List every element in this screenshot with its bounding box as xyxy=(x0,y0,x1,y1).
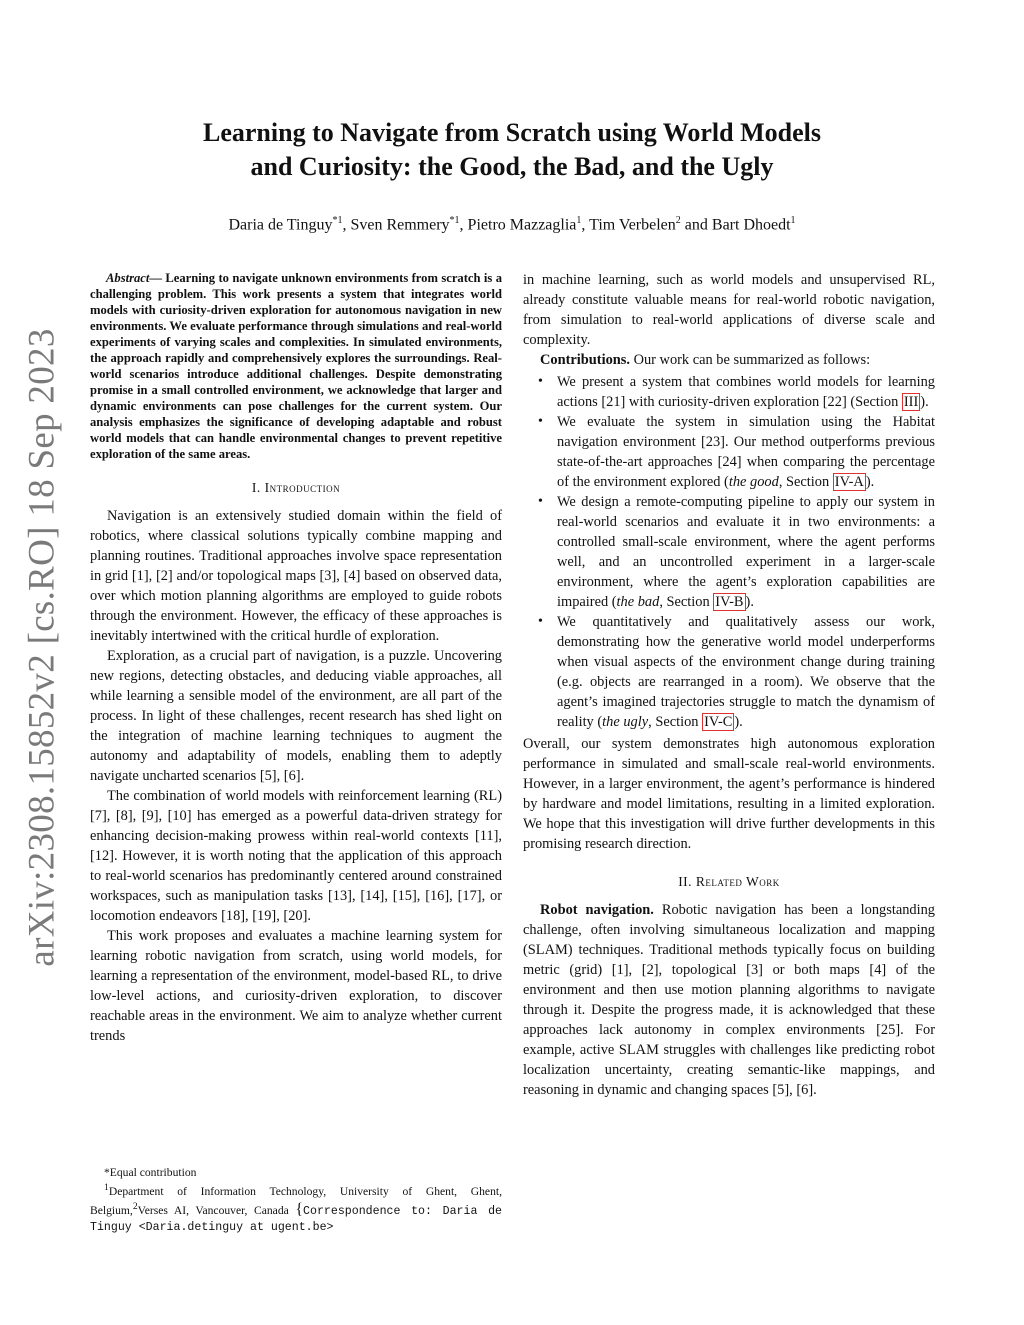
contribution-emphasis: the good xyxy=(728,474,779,490)
robot-navigation-label: Robot navigation. xyxy=(540,902,654,918)
intro-paragraph-4: This work proposes and evaluates a machine learning system for learning robotic navigation from scratch, using world models, for learning a representation of the environment, model-based RL, to drive low-level actions, and curiosity-driven exploration, to discover reachable areas in the environment. We aim to analyze whether current trends xyxy=(90,928,502,1044)
title-line-1: Learning to Navigate from Scratch using World Models xyxy=(203,118,821,147)
intro-paragraph-2: Exploration, as a crucial part of navigation, is a puzzle. Uncovering new regions, detecting obstacles, and deducing viable approaches, all while learning a sensible model of the environment, are all part of the process. In light of these challenges, recent research has shed light on the integration of machine learning techniques to augment the autonomy and adaptability of models, enabling them to adeptly navigate uncharted scenarios [5], [6]. xyxy=(90,648,502,784)
paper-title xyxy=(120,116,904,184)
author-affiliation-mark: *1 xyxy=(332,215,343,226)
author-name: Sven Remmery xyxy=(350,216,450,234)
intro-paragraph-3: The combination of world models with reinforcement learning (RL) [7], [8], [9], [10] has emerged as a powerful data-driven strategy for enhancing decision-making prowess within real-world contexts [11], [12]. However, it is worth noting that the application of this approach to real-world scenarios has predominantly centered around constrained workspaces, such as manipulation tasks [13], [14], [15], [16], [17], or locomotion endeavors [18], [19], [20]. xyxy=(90,788,502,924)
footnote-equal-contribution: *Equal contribution xyxy=(104,1166,197,1179)
author-affiliation-mark: 1 xyxy=(576,215,582,226)
section-heading-introduction: I. Introduction xyxy=(251,480,341,495)
abstract-label: Abstract xyxy=(106,271,150,285)
contribution-text-end: ). xyxy=(734,714,743,730)
section-link-iv-c[interactable]: IV-C xyxy=(704,714,733,730)
contribution-item-1 xyxy=(523,372,935,412)
section-link-iii[interactable]: III xyxy=(903,394,919,410)
author-affiliation-mark: 2 xyxy=(675,215,681,226)
robot-navigation-text: Robotic navigation has been a longstanding challenge, often involving simultaneous localization and mapping (SLAM) techniques. Traditional methods typically focus on building metric (grid) [1], [2], topological [3] or both maps [4] of the environment and then use motion planning algorithms to navigate through it. Despite the progress made, it is acknowledged that these approaches lack autonomy in complex environments [25]. For example, active SLAM struggles with challenges like predicting robot localization uncertainty, creating semantic-like mappings, and reasoning in dynamic and changing spaces [5], [6]. xyxy=(523,902,935,1098)
contribution-emphasis: the ugly xyxy=(602,714,649,730)
affiliation-mark: 1 xyxy=(104,1182,109,1193)
contribution-item-4 xyxy=(523,612,935,732)
title-line-2: and Curiosity: the Good, the Bad, and the Ugly xyxy=(250,152,774,181)
brace-glyph: { xyxy=(295,1200,304,1218)
intro-paragraph-continued: in machine learning, such as world models and unsupervised RL, already constitute valuable means for real-world robotic navigation, from simulation to real-world applications of diverse scale and complexity. xyxy=(523,272,935,348)
affiliation-mark: 2 xyxy=(132,1200,138,1212)
contributions-text: Our work can be summarized as follows: xyxy=(633,352,871,368)
overall-paragraph: Overall, our system demonstrates high autonomous exploration performance in simulated and small-scale real-world environments. However, in a larger environment, the agent’s performance is hindered by hardware and model limitations, resulting in a limited exploration. We hope that this investigation will drive further developments in this promising research direction. xyxy=(523,736,935,852)
contribution-item-2 xyxy=(523,412,935,492)
affiliation-text: Verses AI, Vancouver, Canada xyxy=(137,1203,296,1217)
contribution-text-mid: , Section xyxy=(659,594,714,610)
footnotes xyxy=(90,1165,502,1235)
contributions-list xyxy=(523,372,935,732)
author-affiliation-mark: 1 xyxy=(790,215,796,226)
contribution-text-end: ). xyxy=(745,594,754,610)
contribution-emphasis: the bad xyxy=(616,594,660,610)
arxiv-identifier[interactable]: arXiv:2308.15852v2 [cs.RO] 18 Sep 2023 xyxy=(21,328,63,967)
right-column xyxy=(523,270,935,1100)
affiliation-text: Department of Information Technology, University of Ghent, Ghent, Belgium, xyxy=(90,1184,502,1217)
contribution-text-mid: , Section xyxy=(648,714,703,730)
contributions-paragraph xyxy=(523,350,935,370)
footnote-affiliations xyxy=(90,1180,502,1235)
abstract: Abstract— Learning to navigate unknown environments from scratch is a challenging problem. This work presents a system that integrates world models with curiosity-driven exploration for autonomous navigation in new environments. We evaluate performance through simulations and real-world experiments of varying scales and complexities. In simulated environments, the approach rapidly and comprehensively explores the surroundings. Real-world scenarios introduce additional challenges. Despite demonstrating promise in a small controlled environment, we acknowledge that larger and dynamic environments can pose challenges for the current system. Our analysis emphasizes the significance of developing adaptable and robust world models that can handle environmental changes to prevent repetitive exploration of the same areas. xyxy=(90,271,502,461)
left-column xyxy=(90,270,502,1046)
contribution-item-3 xyxy=(523,492,935,612)
contribution-text-end: ). xyxy=(920,394,929,410)
section-link-iv-b[interactable]: IV-B xyxy=(715,594,744,610)
contribution-text: We design a remote-computing pipeline to apply our system in real-world scenarios and evaluate it in two environments: a controlled small-scale environment, where the agent performs well, and an uncontrolled experiment in a larger-scale environment, where the agent’s exploration capabilities are impaired ( xyxy=(557,494,935,610)
author-name: Bart Dhoedt xyxy=(711,216,791,234)
robot-navigation-paragraph xyxy=(523,900,935,1100)
arxiv-sidebar xyxy=(12,328,72,967)
author-name: Daria de Tinguy xyxy=(228,216,333,234)
author-list: Daria de Tinguy$^{*1}$, Sven Remmery$^{*1}$, Pietro Mazzaglia$^1$, Tim Verbelen$^2$ and Bart Dhoedt$^1$ xyxy=(228,215,796,234)
section-heading-related-work: II. Related Work xyxy=(678,874,780,889)
author-name: Pietro Mazzaglia xyxy=(467,216,577,234)
author-name: Tim Verbelen xyxy=(589,216,676,234)
contribution-text: We evaluate the system in simulation using the Habitat navigation environment [23]. Our method outperforms previous state-of-the-art approaches [24] when comparing the percentage of the environment explored ( xyxy=(557,414,935,490)
contribution-text-end: ). xyxy=(865,474,875,490)
contribution-text: We quantitatively and qualitatively assess our work, demonstrating how the generative world model underperforms when visual aspects of the environment change during training (e.g. objects are rearranged in a room). We observe that the agent’s imagined trajectories struggle to match the dynamism of reality ( xyxy=(557,614,935,730)
author-affiliation-mark: *1 xyxy=(449,215,460,226)
contributions-label: Contributions. xyxy=(540,352,630,368)
contribution-text: We present a system that combines world models for learning actions [21] with curiosity-driven exploration [22] (Section xyxy=(557,374,935,410)
abstract-text: Learning to navigate unknown environments from scratch is a challenging problem. This work presents a system that integrates world models with curiosity-driven exploration for autonomous navigation in new environments. We evaluate performance through simulations and real-world experiments of varying scales and complexities. In simulated environments, the approach rapidly and comprehensively explores the surroundings. Real-world scenarios introduce additional challenges. Despite demonstrating promise in a small controlled environment, we acknowledge that larger and dynamic environments can pose challenges for the current system. Our analysis emphasizes the significance of developing adaptable and robust world models that can handle environmental changes to prevent repetitive exploration of the same areas. xyxy=(90,271,502,461)
contribution-text-mid: , Section xyxy=(778,474,833,490)
section-link-iv-a[interactable]: IV-A xyxy=(834,474,864,490)
correspondence-text: Correspondence to: Daria de Tinguy <Daria.detinguy at ugent.be> xyxy=(90,1204,502,1234)
intro-paragraph-1: Navigation is an extensively studied domain within the field of robotics, where classical solutions typically combine mapping and planning routines. Traditional approaches involve space representation in grid [1], [2] and/or topological maps [3], [4] based on observed data, over which motion planning algorithms are employed to guide robots through the environment. However, the efficacy of these approaches is inevitably intertwined with the critical hurdle of exploration. xyxy=(90,508,502,644)
